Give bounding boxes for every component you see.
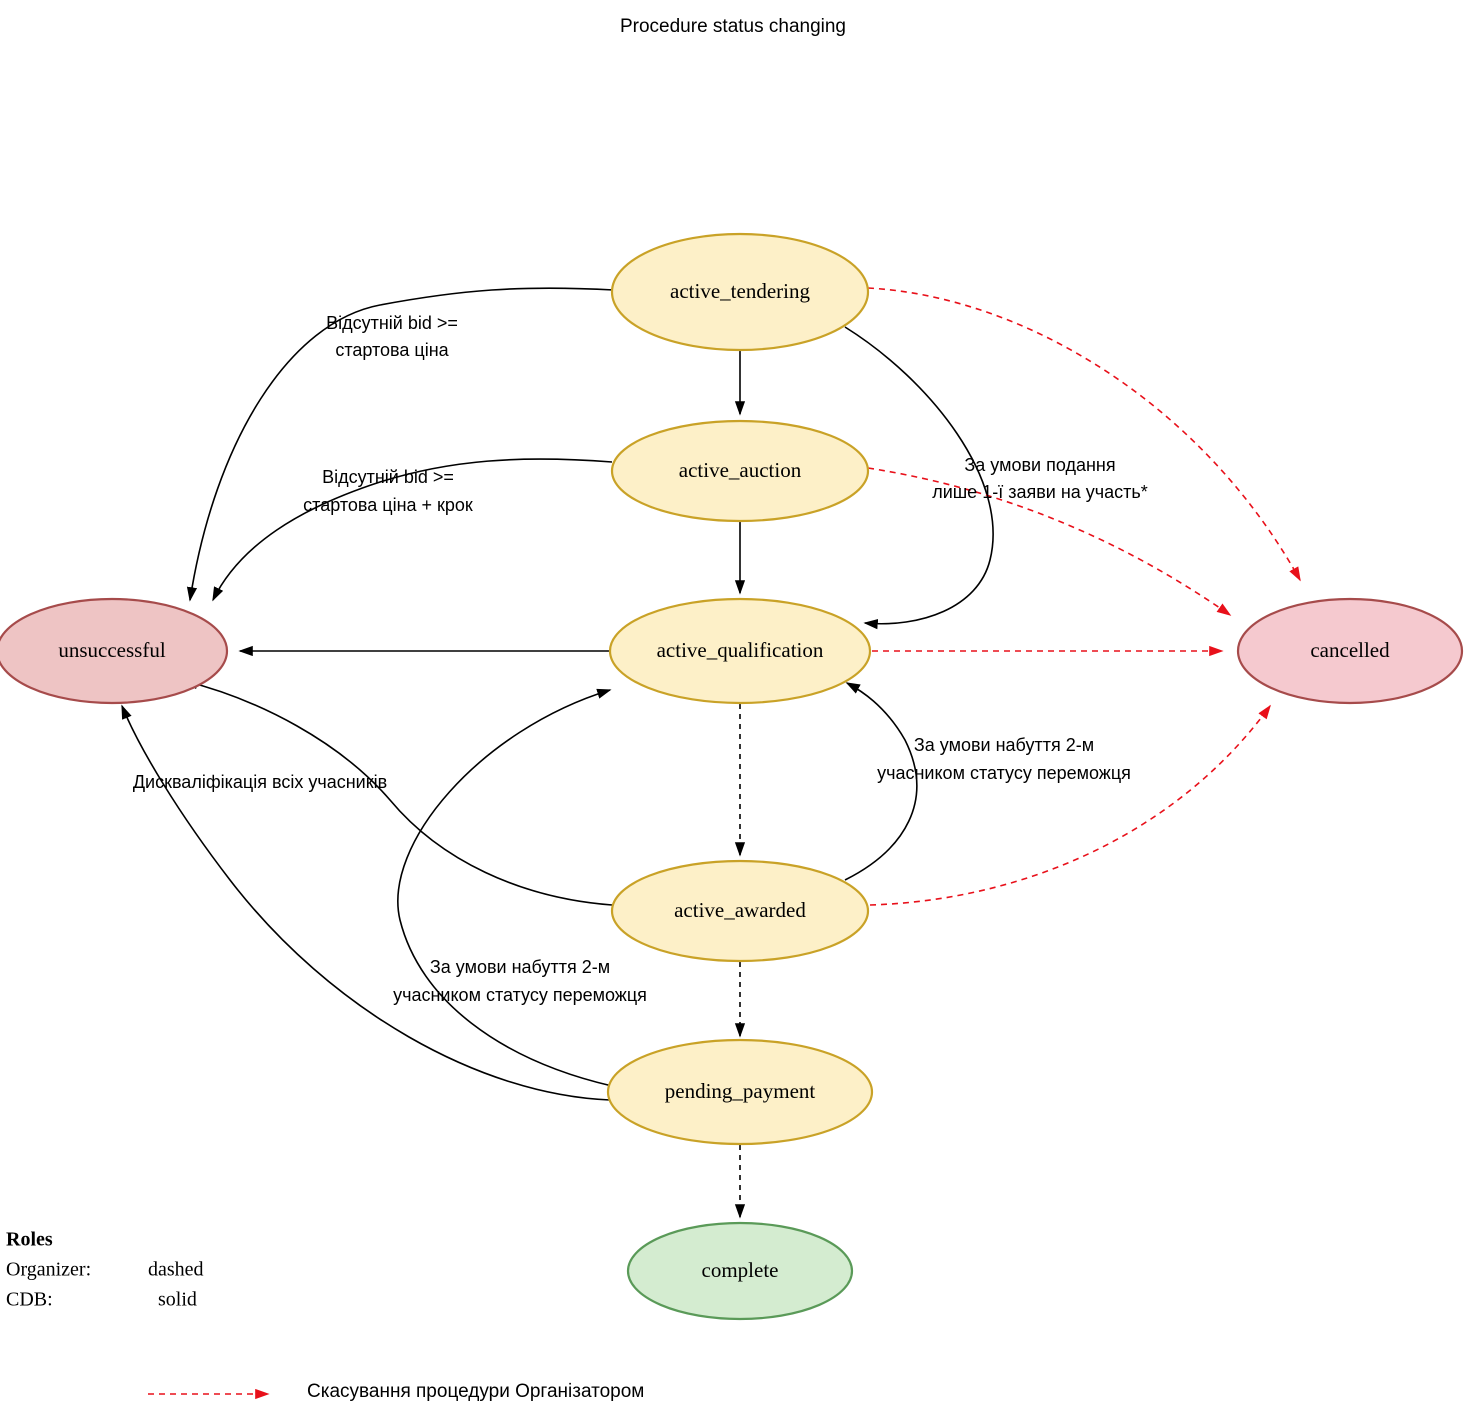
legend-style-organizer: dashed: [148, 1258, 204, 1281]
edge-label-line: учасником статусу переможця: [393, 984, 647, 1005]
node-cancelled[interactable]: [1238, 599, 1462, 703]
edge-label-no-bid-start-price-step: [303, 467, 473, 515]
edge-pending-payment-to-qualification: [398, 690, 612, 1086]
node-active-awarded[interactable]: [612, 861, 868, 961]
legend-cancellation: [148, 1381, 644, 1402]
node-label: active_qualification: [656, 637, 824, 662]
node-label: pending_payment: [664, 1078, 816, 1103]
edges-cancellation-red: [868, 288, 1300, 905]
legend-roles-title: Roles: [6, 1228, 53, 1251]
edge-label-line: стартова ціна: [335, 339, 449, 360]
node-active-qualification[interactable]: [610, 599, 870, 703]
edge-label-line: Відсутній bid >=: [326, 312, 458, 333]
node-active-tendering[interactable]: [612, 234, 868, 350]
page-title: Procedure status changing: [619, 16, 847, 38]
edge-label-line: За умови набуття 2-м: [429, 956, 611, 977]
node-label: active_awarded: [674, 897, 806, 922]
edge-label-second-participant-winner-top: [877, 735, 1131, 783]
edge-pending-payment-to-unsuccessful: [122, 706, 610, 1100]
edge-label-line: Дискваліфікація всіх учасників: [132, 771, 388, 792]
edge-label-line: Відсутній bid >=: [322, 466, 454, 487]
node-label: complete: [701, 1257, 779, 1282]
edge-label-line: стартова ціна + крок: [303, 494, 473, 515]
legend-role-organizer: Organizer:: [6, 1258, 92, 1281]
edge-label-no-bid-start-price: [326, 313, 458, 360]
edge-label-line: За умови подання: [964, 454, 1116, 475]
edge-label-line: лише 1-ї заяви на участь*: [932, 481, 1148, 502]
edge-label-line: За умови набуття 2-м: [913, 734, 1095, 755]
node-unsuccessful[interactable]: [0, 599, 227, 703]
node-label: active_tendering: [670, 278, 810, 303]
node-complete[interactable]: [628, 1223, 852, 1319]
legend-style-cdb: solid: [158, 1288, 197, 1311]
edge-tendering-to-unsuccessful: [190, 288, 614, 600]
legend-cancellation-caption: Скасування процедури Організатором: [307, 1381, 645, 1403]
edge-label-single-application: [932, 455, 1148, 502]
node-active-auction[interactable]: [612, 421, 868, 521]
node-label: active_auction: [678, 457, 802, 482]
edge-label-second-participant-winner-bottom: [393, 957, 647, 1005]
edge-awarded-to-unsuccessful: [185, 681, 612, 905]
edge-label-line: учасником статусу переможця: [877, 762, 1131, 783]
node-label: cancelled: [1310, 637, 1390, 662]
node-pending-payment[interactable]: [608, 1040, 872, 1144]
legend-role-cdb: CDB:: [6, 1288, 53, 1311]
edge-label-disqualification-all: [133, 772, 387, 792]
edge-tendering-to-cancelled: [868, 288, 1300, 580]
node-label: unsuccessful: [58, 637, 166, 662]
edges-cdb-solid: [122, 288, 993, 1100]
legend-roles: [6, 1229, 204, 1311]
